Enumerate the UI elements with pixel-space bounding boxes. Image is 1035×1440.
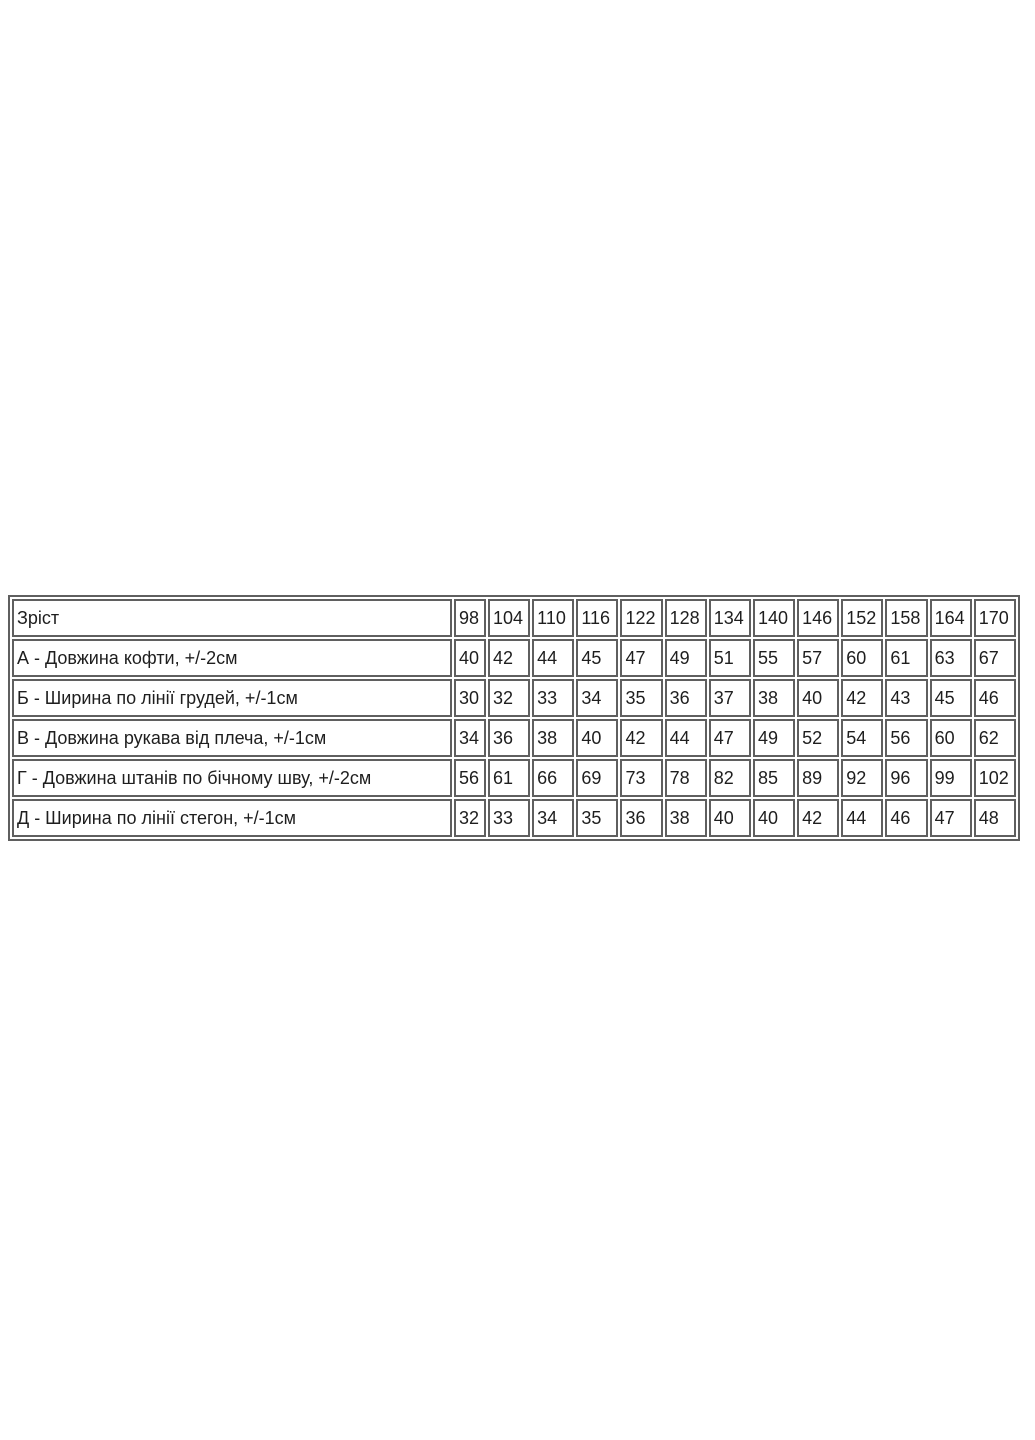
size-header-cell: 146 <box>797 599 839 637</box>
size-header-cell: 152 <box>841 599 883 637</box>
value-cell: 47 <box>620 639 662 677</box>
value-cell: 42 <box>841 679 883 717</box>
size-header-cell: 116 <box>576 599 618 637</box>
header-row <box>12 599 1016 637</box>
value-cell: 102 <box>974 759 1016 797</box>
value-cell: 42 <box>620 719 662 757</box>
value-cell: 30 <box>454 679 486 717</box>
value-cell: 63 <box>930 639 972 677</box>
value-cell: 40 <box>576 719 618 757</box>
value-cell: 56 <box>885 719 927 757</box>
size-header-cell: 128 <box>665 599 707 637</box>
value-cell: 60 <box>841 639 883 677</box>
value-cell: 47 <box>930 799 972 837</box>
value-cell: 40 <box>709 799 751 837</box>
value-cell: 49 <box>753 719 795 757</box>
value-cell: 66 <box>532 759 574 797</box>
value-cell: 61 <box>488 759 530 797</box>
measurement-row <box>12 639 1016 677</box>
measurement-row <box>12 719 1016 757</box>
value-cell: 96 <box>885 759 927 797</box>
value-cell: 32 <box>488 679 530 717</box>
value-cell: 38 <box>753 679 795 717</box>
row-label-cell: Г - Довжина штанів по бічному шву, +/-2см <box>12 759 452 797</box>
value-cell: 69 <box>576 759 618 797</box>
size-header-cell: 122 <box>620 599 662 637</box>
value-cell: 44 <box>841 799 883 837</box>
value-cell: 42 <box>797 799 839 837</box>
value-cell: 82 <box>709 759 751 797</box>
row-label-cell: Д - Ширина по лінії стегон, +/-1см <box>12 799 452 837</box>
value-cell: 33 <box>488 799 530 837</box>
value-cell: 61 <box>885 639 927 677</box>
size-header-cell: 110 <box>532 599 574 637</box>
size-chart <box>8 595 1020 841</box>
measurement-row <box>12 759 1016 797</box>
value-cell: 89 <box>797 759 839 797</box>
row-label-cell: А - Довжина кофти, +/-2см <box>12 639 452 677</box>
value-cell: 49 <box>665 639 707 677</box>
value-cell: 46 <box>974 679 1016 717</box>
value-cell: 35 <box>576 799 618 837</box>
value-cell: 35 <box>620 679 662 717</box>
value-cell: 85 <box>753 759 795 797</box>
value-cell: 99 <box>930 759 972 797</box>
value-cell: 55 <box>753 639 795 677</box>
value-cell: 73 <box>620 759 662 797</box>
value-cell: 62 <box>974 719 1016 757</box>
value-cell: 52 <box>797 719 839 757</box>
size-table <box>8 595 1020 841</box>
value-cell: 34 <box>532 799 574 837</box>
value-cell: 34 <box>576 679 618 717</box>
value-cell: 32 <box>454 799 486 837</box>
size-header-cell: 104 <box>488 599 530 637</box>
value-cell: 47 <box>709 719 751 757</box>
value-cell: 36 <box>620 799 662 837</box>
value-cell: 45 <box>930 679 972 717</box>
header-label-cell: Зріст <box>12 599 452 637</box>
size-header-cell: 140 <box>753 599 795 637</box>
size-header-cell: 158 <box>885 599 927 637</box>
value-cell: 38 <box>532 719 574 757</box>
value-cell: 38 <box>665 799 707 837</box>
value-cell: 57 <box>797 639 839 677</box>
value-cell: 54 <box>841 719 883 757</box>
row-label-cell: Б - Ширина по лінії грудей, +/-1см <box>12 679 452 717</box>
value-cell: 37 <box>709 679 751 717</box>
value-cell: 67 <box>974 639 1016 677</box>
value-cell: 48 <box>974 799 1016 837</box>
value-cell: 34 <box>454 719 486 757</box>
size-header-cell: 134 <box>709 599 751 637</box>
value-cell: 51 <box>709 639 751 677</box>
value-cell: 40 <box>454 639 486 677</box>
value-cell: 40 <box>753 799 795 837</box>
value-cell: 60 <box>930 719 972 757</box>
size-header-cell: 164 <box>930 599 972 637</box>
value-cell: 78 <box>665 759 707 797</box>
value-cell: 40 <box>797 679 839 717</box>
value-cell: 46 <box>885 799 927 837</box>
value-cell: 44 <box>665 719 707 757</box>
value-cell: 36 <box>488 719 530 757</box>
size-header-cell: 170 <box>974 599 1016 637</box>
value-cell: 43 <box>885 679 927 717</box>
size-header-cell: 98 <box>454 599 486 637</box>
measurement-row <box>12 799 1016 837</box>
value-cell: 42 <box>488 639 530 677</box>
value-cell: 45 <box>576 639 618 677</box>
value-cell: 44 <box>532 639 574 677</box>
value-cell: 92 <box>841 759 883 797</box>
measurement-row <box>12 679 1016 717</box>
value-cell: 56 <box>454 759 486 797</box>
value-cell: 33 <box>532 679 574 717</box>
value-cell: 36 <box>665 679 707 717</box>
row-label-cell: В - Довжина рукава від плеча, +/-1см <box>12 719 452 757</box>
